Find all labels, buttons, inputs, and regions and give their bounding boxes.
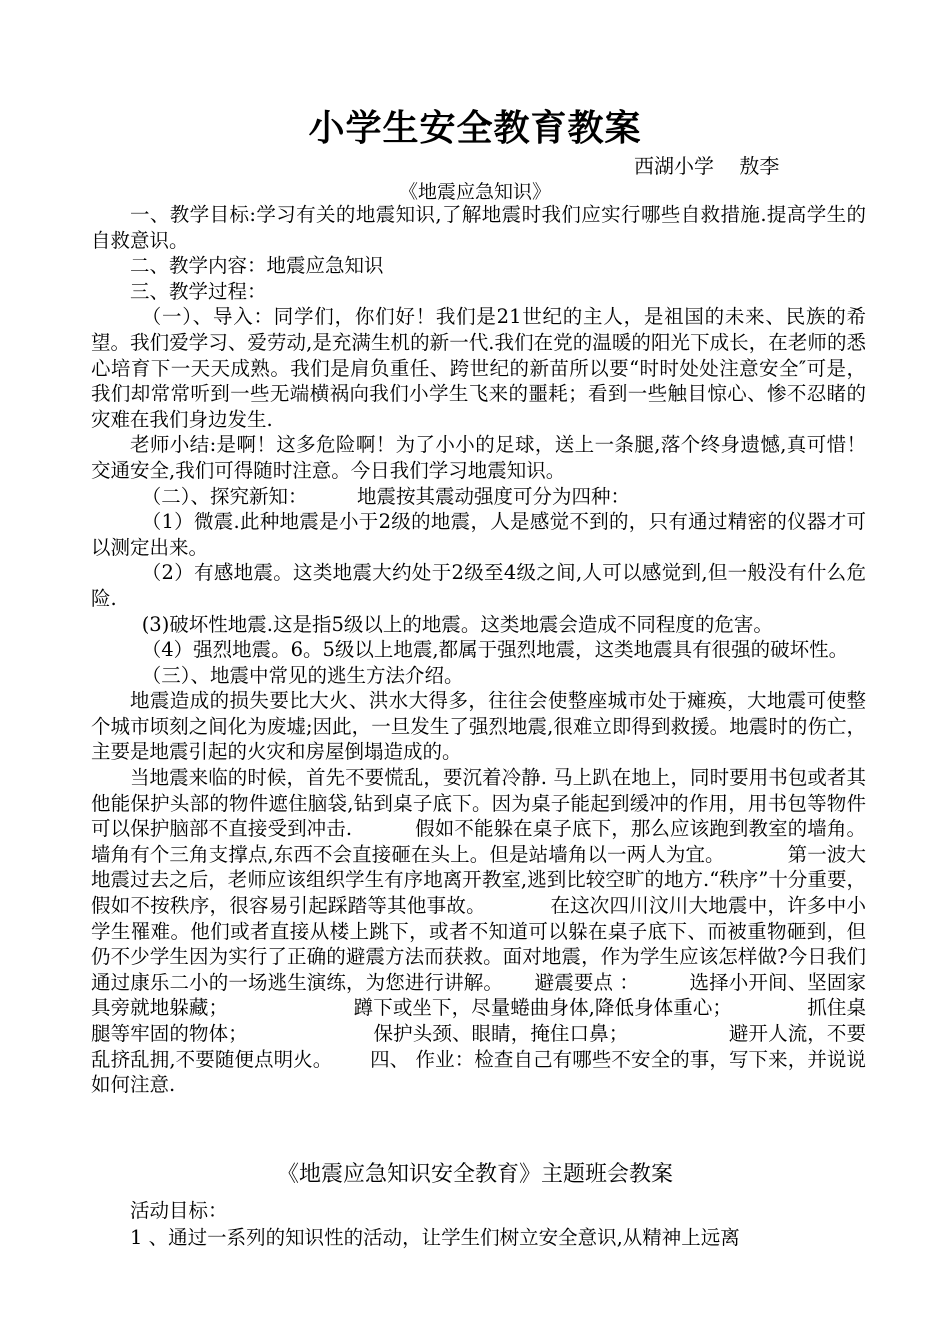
paragraph-objective: 一、教学目标:学习有关的地震知识,了解地震时我们应实行哪些自救措施.提高学生的自救意识。: [91, 203, 866, 252]
paragraph-micro-quake: （1）微震.此种地震是小于2级的地震，人是感觉不到的，只有通过精密的仪器才可以测定出来。: [91, 510, 866, 559]
section-title-class-meeting: 《地震应急知识安全教育》主题班会教案: [276, 1162, 673, 1187]
paragraph-felt-quake: （2）有感地震。这类地震大约处于2级至4级之间,人可以感觉到,但一般没有什么危险.: [91, 561, 866, 610]
lesson-subtitle: 《地震应急知识》: [398, 181, 551, 203]
activity-label: 活动目标：: [130, 1199, 228, 1222]
paragraph-explore: （二）、探究新知： 地震按其震动强度可分为四种：: [141, 484, 631, 508]
paragraph-process: 三、教学过程：: [130, 279, 267, 303]
paragraph-content: 二、教学内容：地震应急知识: [130, 254, 384, 278]
paragraph-intro: （一）、导入：同学们，你们好！我们是21世纪的主人，是祖国的未来、民族的希望。我们爱学习、爱劳动,是充满生机的新一代.我们在党的温暖的阳光下成长，在老师的悉心培育下一天天成熟。我们是肩负重任、跨世纪的新苗所以要“时时处处注意安全″可是，我们却常常听到一些无端横祸向我们小学生飞来的噩耗；看到一些触目惊心、惨不忍睹的灾难在我们身边发生.: [91, 305, 866, 431]
document-title: 小学生安全教育教案: [308, 108, 642, 149]
paragraph-teacher-summary: 老师小结:是啊！这多危险啊！为了小小的足球，送上一条腿,落个终身遗憾,真可惜！交通安全,我们可得随时注意。今日我们学习地震知识。: [91, 433, 866, 482]
paragraph-earthquake-damage: 地震造成的损失要比大火、洪水大得多，往往会使整座城市处于瘫痪，大地震可使整个城市顷刻之间化为废墟;因此，一旦发生了强烈地震,很难立即得到救援。地震时的伤亡，主要是地震引起的火灾和房屋倒塌造成的。: [91, 689, 866, 764]
activity-item: 1 、通过一系列的知识性的活动，让学生们树立安全意识,从精神上远离: [130, 1226, 740, 1249]
lesson-body: [91, 202, 866, 1098]
paragraph-strong-quake: （4）强烈地震。6。5级以上地震,都属于强烈地震，这类地震具有很强的破坏性。: [141, 638, 849, 662]
activity-section: [91, 1197, 866, 1251]
paragraph-escape-methods: （三）、地震中常见的逃生方法介绍。: [141, 663, 464, 687]
author-line: 西湖小学 敖李: [634, 154, 780, 178]
paragraph-destructive-quake: (3)破坏性地震.这是指5级以上的地震。这类地震会造成不同程度的危害。: [141, 612, 773, 636]
paragraph-earthquake-response: 当地震来临的时候，首先不要慌乱，要沉着冷静. 马上趴在地上，同时要用书包或者其他能保护头部的物件遮住脑袋,钻到桌子底下。因为桌子能起到缓冲的作用，用书包等物件可以保护脑部不直接受到冲击. 假如不能躲在桌子底下，那么应该跑到教室的墙角。墙角有个三角支撑点,东西不会直接砸在头上。但是站墙角以一两人为宜。 第一波大地震过去之后，老师应该组织学生有序地离开教室,逃到比较空旷的地方.“秩序”十分重要，假如不按秩序，很容易引起踩踏等其他事故。 在这次四川汶川大地震中，许多中小学生罹难。他们或者直接从楼上跳下，或者不知道可以躲在桌子底下、而被重物砸到，但仍不少学生因为实行了正确的避震方法而获救。面对地震，作为学生应该怎样做?今日我们通过康乐二小的一场逃生演练，为您进行讲解。 避震要点 ： 选择小开间、坚固家具旁就地躲藏； 蹲下或坐下，尽量蜷曲身体,降低身体重心； 抓住桌腿等牢固的物体； 保护头颈、眼睛，掩住口鼻； 避开人流，不要乱挤乱拥,不要随便点明火。 四、 作业：检查自己有哪些不安全的事，写下来，并说说如何注意.: [91, 766, 866, 1097]
